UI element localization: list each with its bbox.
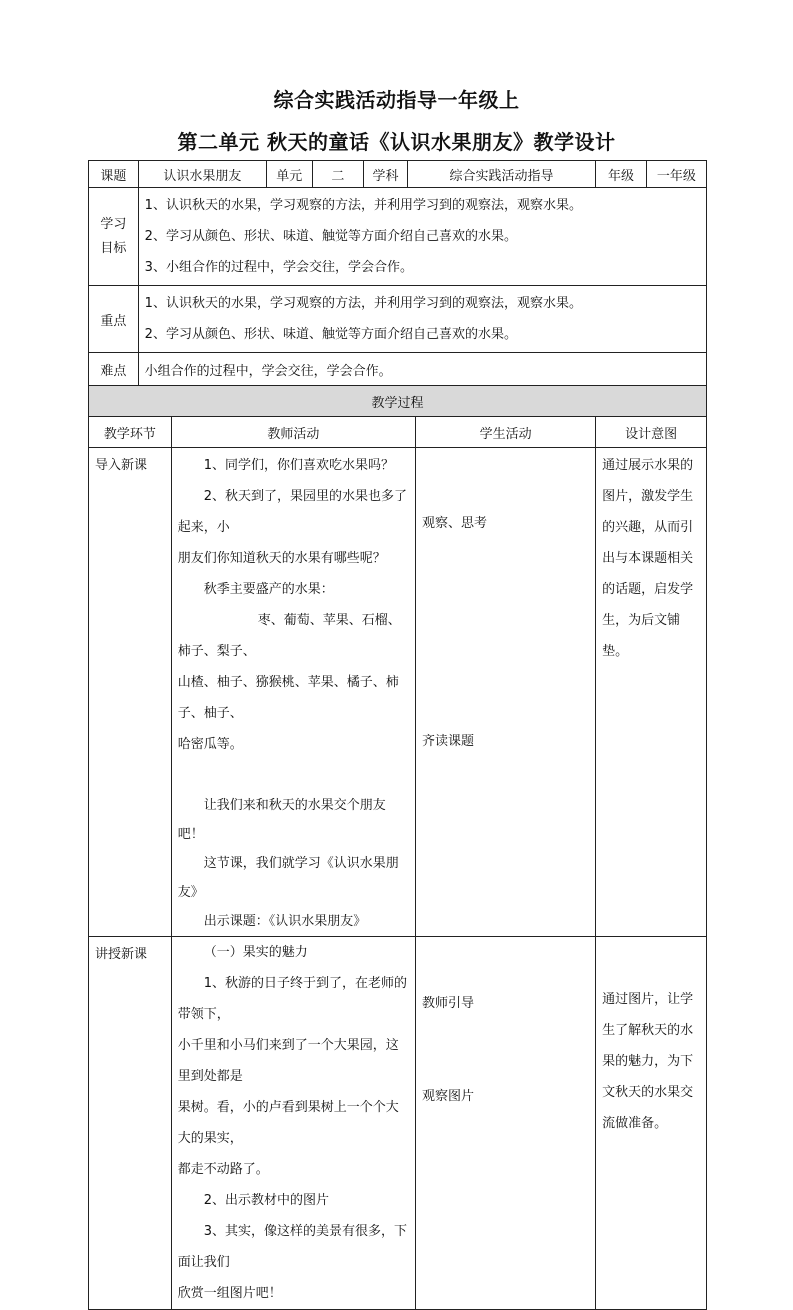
intro-student bbox=[416, 448, 596, 937]
intro-intent-line: 图片，激发学生 bbox=[602, 489, 694, 504]
lesson-teacher bbox=[171, 937, 415, 1310]
intro-intent bbox=[596, 448, 707, 937]
intro-teacher-line: 1、同学们，你们喜欢吃水果吗？ bbox=[203, 458, 395, 473]
goals-label-line1: 学习 bbox=[100, 216, 127, 232]
intro-teacher bbox=[171, 448, 415, 937]
intro-teacher-line: 出示课题：《认识水果朋友》 bbox=[203, 914, 367, 929]
intro-teacher-line: 这节课，我们就学习《认识水果朋友》 bbox=[177, 856, 399, 900]
intro-teacher-line: 秋季主要盛产的水果： bbox=[203, 582, 334, 597]
lesson-row bbox=[89, 937, 707, 1310]
lesson-student-activity: 观察图片 bbox=[422, 1089, 475, 1104]
lesson-intent bbox=[596, 937, 707, 1310]
subject-label: 学科 bbox=[364, 161, 407, 188]
goals-content bbox=[138, 188, 706, 286]
difficulty-content: 小组合作的过程中，学会交往，学会合作。 bbox=[138, 353, 706, 386]
lesson-plan-table bbox=[88, 160, 707, 1310]
goal-item: 2、学习从颜色、形状、味道、触觉等方面介绍自己喜欢的水果。 bbox=[144, 229, 517, 244]
lesson-intent-line: 生了解秋天的水 bbox=[602, 1023, 694, 1038]
intro-intent-line: 通过展示水果的 bbox=[602, 458, 694, 473]
lesson-intent-line: 通过图片，让学 bbox=[602, 992, 694, 1007]
goal-item: 3、小组合作的过程中，学会交往，学会合作。 bbox=[144, 260, 413, 275]
intro-student-activity: 齐读课题 bbox=[422, 734, 475, 749]
lesson-teacher-line: 果树。看，小的卢看到果树上一个个大大的果实， bbox=[177, 1100, 399, 1146]
grade-label: 年级 bbox=[596, 161, 647, 188]
intro-teacher-line: 山楂、柚子、猕猴桃、苹果、橘子、柿子、柚子、 bbox=[177, 675, 399, 721]
key-point-item: 1、认识秋天的水果，学习观察的方法，并利用学习到的观察法，观察水果。 bbox=[144, 296, 582, 311]
intro-stage: 导入新课 bbox=[89, 448, 172, 937]
lesson-stage: 讲授新课 bbox=[89, 937, 172, 1310]
intro-intent-line: 的兴趣，从而引 bbox=[602, 520, 694, 535]
col-student: 学生活动 bbox=[416, 417, 596, 448]
col-teacher: 教师活动 bbox=[171, 417, 415, 448]
key-points-row bbox=[89, 286, 707, 353]
key-points-content bbox=[138, 286, 706, 353]
intro-teacher-line: 让我们来和秋天的水果交个朋友吧！ bbox=[177, 798, 386, 842]
topic-label: 课题 bbox=[89, 161, 139, 188]
intro-student-activity: 观察、思考 bbox=[422, 516, 488, 531]
process-header-row bbox=[89, 386, 707, 417]
document-title: 综合实践活动指导一年级上 bbox=[273, 88, 520, 112]
document-subtitle: 第二单元 秋天的童话《认识水果朋友》教学设计 bbox=[177, 130, 616, 154]
goal-item: 1、认识秋天的水果，学习观察的方法，并利用学习到的观察法，观察水果。 bbox=[144, 198, 582, 213]
process-header: 教学过程 bbox=[89, 386, 707, 417]
subject-value: 综合实践活动指导 bbox=[407, 161, 595, 188]
col-intent: 设计意图 bbox=[596, 417, 707, 448]
lesson-teacher-line: 1、秋游的日子终于到了，在老师的带领下， bbox=[177, 976, 408, 1022]
lesson-intent-line: 流做准备。 bbox=[602, 1116, 668, 1131]
lesson-teacher-line: 3、其实，像这样的美景有很多，下面让我们 bbox=[177, 1224, 408, 1270]
lesson-teacher-line: 小千里和小马们来到了一个大果园，这里到处都是 bbox=[177, 1038, 399, 1084]
goals-label bbox=[89, 188, 139, 286]
col-stage: 教学环节 bbox=[89, 417, 172, 448]
goals-label-line2: 目标 bbox=[100, 240, 127, 256]
intro-teacher-line: 朋友们你知道秋天的水果有哪些呢？ bbox=[177, 551, 386, 566]
intro-teacher-line: 哈密瓜等。 bbox=[177, 737, 243, 752]
topic-value: 认识水果朋友 bbox=[138, 161, 266, 188]
intro-intent-line: 生，为后文铺垫。 bbox=[602, 613, 681, 659]
lesson-teacher-line: 欣赏一组图片吧！ bbox=[177, 1286, 282, 1301]
lesson-teacher-line: （一）果实的魅力 bbox=[203, 945, 308, 960]
intro-intent-line: 出与本课题相关 bbox=[602, 551, 694, 566]
goals-row bbox=[89, 188, 707, 286]
intro-row bbox=[89, 448, 707, 937]
info-row bbox=[89, 161, 707, 188]
lesson-intent-line: 果的魅力，为下 bbox=[602, 1054, 694, 1069]
key-points-label: 重点 bbox=[89, 286, 139, 353]
difficulty-label: 难点 bbox=[89, 353, 139, 386]
unit-value: 二 bbox=[312, 161, 364, 188]
lesson-intent-line: 文秋天的水果交 bbox=[602, 1085, 694, 1100]
lesson-teacher-line: 2、出示教材中的图片 bbox=[203, 1193, 330, 1208]
unit-label: 单元 bbox=[267, 161, 313, 188]
lesson-student bbox=[416, 937, 596, 1310]
grade-value: 一年级 bbox=[646, 161, 706, 188]
intro-teacher-line: 2、秋天到了，果园里的水果也多了起来，小 bbox=[177, 489, 408, 535]
difficulty-row bbox=[89, 353, 707, 386]
process-columns-row bbox=[89, 417, 707, 448]
lesson-teacher-line: 都走不动路了。 bbox=[177, 1162, 269, 1177]
intro-intent-line: 的话题，启发学 bbox=[602, 582, 694, 597]
lesson-student-activity: 教师引导 bbox=[422, 996, 475, 1011]
key-point-item: 2、学习从颜色、形状、味道、触觉等方面介绍自己喜欢的水果。 bbox=[144, 327, 517, 342]
intro-teacher-line: 枣、葡萄、苹果、石榴、柿子、梨子、 bbox=[177, 613, 401, 659]
